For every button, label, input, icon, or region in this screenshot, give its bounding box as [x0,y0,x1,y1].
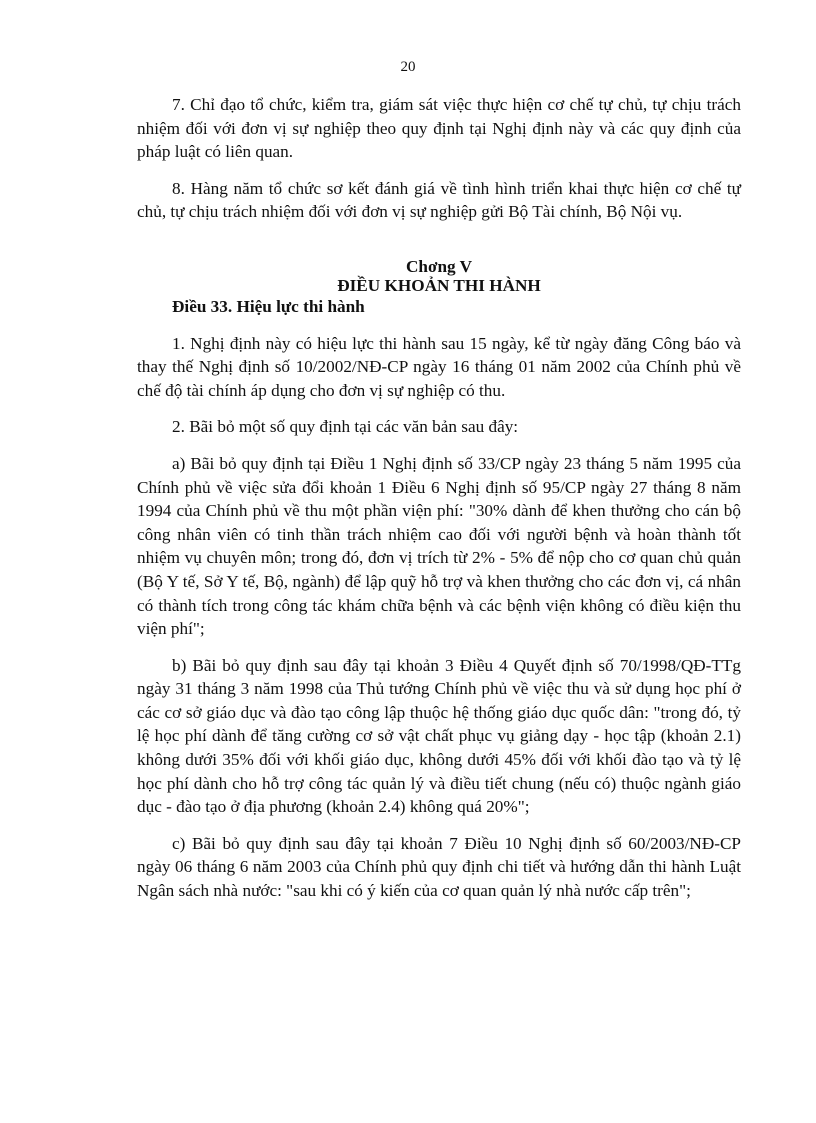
article-paragraph-2c: c) Bãi bỏ quy định sau đây tại khoản 7 Điều 10 Nghị định số 60/2003/NĐ-CP ngày 06 tháng 6 năm 2003 của Chính phủ quy định chi tiết và hướng dẫn thi hành Luật Ngân sách nhà nước: "sau khi có ý kiến của cơ quan quản lý nhà nước cấp trên"; [137,833,741,901]
article-paragraph-2: 2. Bãi bỏ một số quy định tại các văn bản sau đây: [172,417,519,437]
article-paragraph-2b: b) Bãi bỏ quy định sau đây tại khoản 3 Điều 4 Quyết định số 70/1998/QĐ-TTg ngày 31 tháng 3 năm 1998 của Thủ tướng Chính phủ về việc thu và sử dụng học phí ở các cơ sở giáo dục và đào tạo công lập thuộc hệ thống giáo dục quốc dân: "trong đó, tỷ lệ học phí dành để tăng cường cơ sở vật chất phục vụ giảng dạy - học tập (khoản 2.1) không dưới 35% đối với khối giáo dục, không dưới 45% đối với khối đào tạo và tỷ lệ học phí dành cho hỗ trợ công tác quản lý và điều tiết chung (nếu có) thuộc ngành giáo dục - đào tạo ở địa phương (khoản 2.4) không quá 20%"; [137,655,741,817]
document-body [137,93,741,916]
chapter-number: Chơng V [405,256,473,276]
article-paragraph-1: 1. Nghị định này có hiệu lực thi hành sau 15 ngày, kể từ ngày đăng Công báo và thay thế Nghị định số 10/2002/NĐ-CP ngày 16 tháng 01 năm 2002 của Chính phủ về chế độ tài chính áp dụng cho đơn vị sự nghiệp có thu. [137,333,741,400]
article-paragraph-2a: a) Bãi bỏ quy định tại Điều 1 Nghị định số 33/CP ngày 23 tháng 5 năm 1995 của Chính phủ về việc sửa đổi khoản 1 Điều 6 Nghị định số 95/CP ngày 27 tháng 8 năm 1994 của Chính phủ về thu một phần viện phí: "30% dành để khen thưởng cho cán bộ công nhân viên có tinh thần trách nhiệm cao đối với người bệnh và hoàn thành tốt nhiệm vụ chuyên môn; trong đó, đơn vị trích từ 2% - 5% để nộp cho cơ quan chủ quản (Bộ Y tế, Sở Y tế, Bộ, ngành) để lập quỹ hỗ trợ và khen thưởng cho các đơn vị, cá nhân có thành tích trong công tác khám chữa bệnh và các bệnh viện không có điều kiện thu viện phí"; [137,453,741,639]
article-title: Điều 33. Hiệu lực thi hành [172,296,365,316]
chapter-title: ĐIỀU KHOẢN THI HÀNH [337,275,541,295]
page-number: 20 [400,59,416,75]
paragraph-item-7: 7. Chỉ đạo tổ chức, kiểm tra, giám sát việc thực hiện cơ chế tự chủ, tự chịu trách nhiệm đối với đơn vị sự nghiệp theo quy định tại Nghị định này và các quy định của pháp luật có liên quan. [137,95,741,162]
chapter-heading [137,257,741,295]
paragraph-item-8: 8. Hàng năm tổ chức sơ kết đánh giá về tình hình triển khai thực hiện cơ chế tự chủ, tự chịu trách nhiệm đối với đơn vị sự nghiệp gửi Bộ Tài chính, Bộ Nội vụ. [137,178,741,222]
